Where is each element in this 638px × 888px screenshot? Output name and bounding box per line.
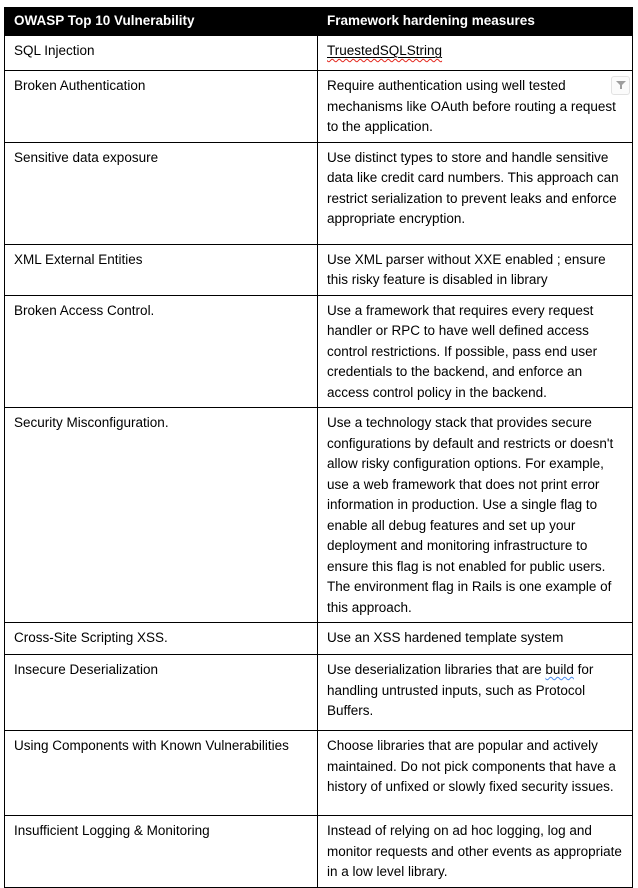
cell-measure[interactable]: Instead of relying on ad hoc logging, log and monitor requests and other events as appropriate in a low level library. (318, 816, 633, 888)
cell-vulnerability[interactable]: Insufficient Logging & Monitoring (5, 816, 318, 888)
header-cell-measures[interactable]: Framework hardening measures (318, 8, 633, 36)
cell-measure[interactable] (318, 655, 633, 731)
collapsed-suggestion-icon[interactable] (611, 76, 630, 95)
table-row (5, 731, 633, 816)
cell-vulnerability[interactable]: Cross-Site Scripting XSS. (5, 623, 318, 655)
cell-vulnerability[interactable]: Insecure Deserialization (5, 655, 318, 731)
table-row (5, 244, 633, 295)
cell-measure[interactable]: Choose libraries that are popular and actively maintained. Do not pick components that have a history of unfixed or slowly fixed security issues. (318, 731, 633, 816)
cell-measure[interactable]: Use XML parser without XXE enabled ; ensure this risky feature is disabled in library (318, 244, 633, 295)
table-row (5, 71, 633, 143)
underlined-text (327, 43, 442, 58)
owasp-hardening-table (4, 7, 633, 888)
cell-vulnerability[interactable]: Broken Access Control. (5, 295, 318, 408)
cell-measure[interactable]: Use distinct types to store and handle sensitive data like credit card numbers. This approach can restrict serialization to prevent leaks and enforce appropriate encryption. (318, 142, 633, 244)
cell-measure[interactable]: Use an XSS hardened template system (318, 623, 633, 655)
header-cell-vulnerability[interactable]: OWASP Top 10 Vulnerability (5, 8, 318, 36)
measure-text: for handling untrusted inputs, such as Protocol Buffers. (327, 662, 594, 718)
cell-vulnerability[interactable]: Sensitive data exposure (5, 142, 318, 244)
cell-measure[interactable]: Use a framework that requires every request handler or RPC to have well defined access control restrictions. If possible, pass end user credentials to the backend, and enforce an access control policy in the backend. (318, 295, 633, 408)
table-row (5, 816, 633, 888)
cell-vulnerability[interactable]: SQL Injection (5, 36, 318, 71)
cell-vulnerability[interactable]: Broken Authentication (5, 71, 318, 143)
table-row (5, 36, 633, 71)
table-row (5, 142, 633, 244)
dropdown-triangle-icon (615, 80, 627, 91)
table-row (5, 408, 633, 623)
table-row (5, 295, 633, 408)
cell-vulnerability[interactable]: Using Components with Known Vulnerabilities (5, 731, 318, 816)
cell-vulnerability[interactable]: Security Misconfiguration. (5, 408, 318, 623)
measure-text: Use deserialization libraries that are (327, 662, 546, 677)
table-row (5, 655, 633, 731)
table-header-row (5, 8, 633, 36)
cell-measure[interactable] (318, 36, 633, 71)
grammar-flagged-word: build (545, 662, 574, 677)
table-row (5, 623, 633, 655)
misspelled-word: TruestedSQLString (327, 43, 443, 58)
cell-measure[interactable]: Require authentication using well tested mechanisms like OAuth before routing a request to the application. (318, 71, 633, 143)
cell-measure[interactable]: Use a technology stack that provides secure configurations by default and restricts or doesn't allow risky configuration options. For example, use a web framework that does not print error information in production. Use a single flag to enable all debug features and set up your deployment and monitoring infrastructure to ensure this flag is not enabled for public users. The environment flag in Rails is one example of this approach. (318, 408, 633, 623)
cell-vulnerability[interactable]: XML External Entities (5, 244, 318, 295)
